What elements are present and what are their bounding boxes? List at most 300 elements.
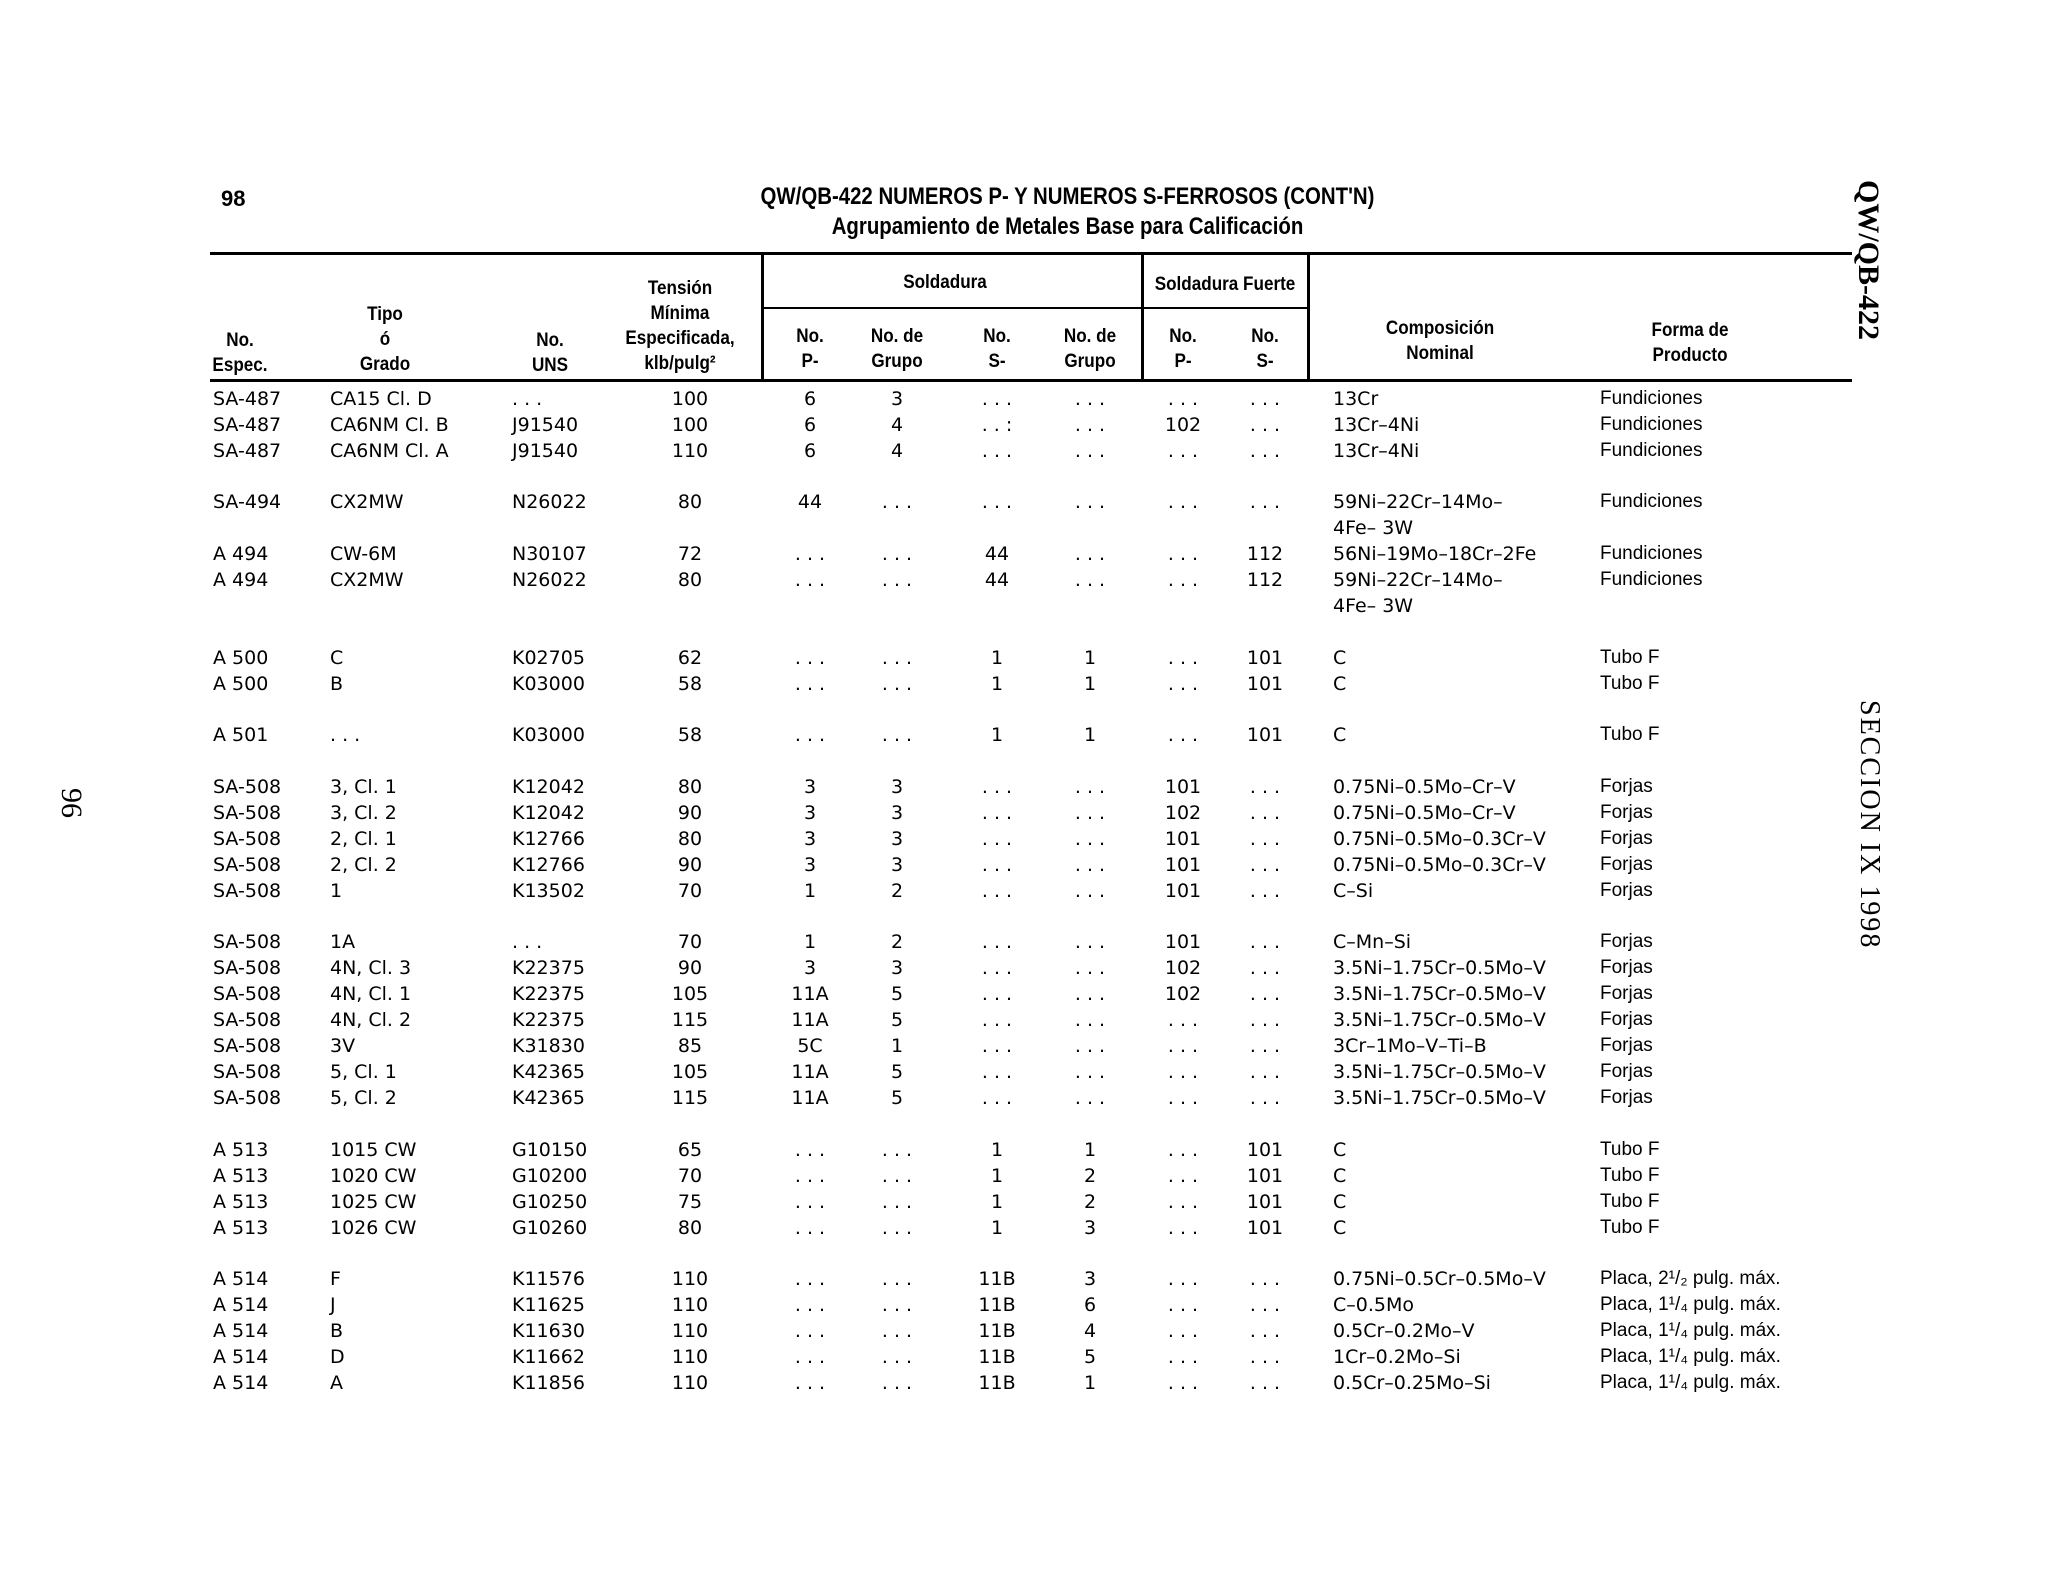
cell-spec: SA-487 [213, 388, 282, 410]
cell-uns: K12766 [512, 854, 585, 876]
cell-pn: 3 [803, 776, 817, 798]
header-soldadura: Soldadura [903, 272, 987, 293]
cell-sg: . . . [1074, 983, 1106, 1005]
cell-sg: 1 [1083, 647, 1097, 669]
cell-form: Forjas [1600, 828, 1653, 849]
cell-comp: 3.5Ni–1.75Cr–0.5Mo–V [1333, 957, 1546, 979]
cell-bs: . . . [1249, 1035, 1281, 1057]
cell-gp: . . . [881, 569, 913, 591]
cell-bp: 102 [1164, 983, 1202, 1005]
cell-pn: . . . [794, 724, 826, 746]
table-row [0, 957, 2048, 983]
cell-bs: . . . [1249, 1294, 1281, 1316]
cell-comp: 59Ni–22Cr–14Mo– [1333, 491, 1503, 513]
cell-spec: A 501 [213, 724, 269, 746]
cell-sg: 3 [1083, 1268, 1097, 1290]
cell-sg: . . . [1074, 828, 1106, 850]
cell-ten: 80 [677, 828, 703, 850]
cell-sn: 1 [990, 1165, 1004, 1187]
cell-tipo: C [330, 647, 344, 669]
header-divider [1141, 253, 1144, 381]
cell-sg: . . . [1074, 854, 1106, 876]
cell-ten: 115 [671, 1009, 709, 1031]
cell-tipo: CA6NM Cl. A [330, 440, 449, 462]
cell-form: Forjas [1600, 1009, 1653, 1030]
cell-comp: 13Cr–4Ni [1333, 440, 1420, 462]
cell-form: Forjas [1600, 880, 1653, 901]
cell-uns: K11856 [512, 1372, 585, 1394]
cell-uns: K31830 [512, 1035, 585, 1057]
cell-tipo: 4N, Cl. 1 [330, 983, 412, 1005]
cell-bs: . . . [1249, 880, 1281, 902]
cell-bp: . . . [1167, 1139, 1199, 1161]
cell-sg: . . . [1074, 776, 1106, 798]
table-row [0, 595, 2048, 621]
cell-sn: . . . [981, 983, 1013, 1005]
cell-sn: 11B [978, 1320, 1016, 1342]
cell-form: Placa, 2¹/₂ pulg. máx. [1600, 1268, 1781, 1289]
cell-spec: SA-494 [213, 491, 282, 513]
cell-ten: 80 [677, 491, 703, 513]
cell-comp: 0.5Cr–0.2Mo–V [1333, 1320, 1475, 1342]
cell-uns: N30107 [512, 543, 587, 565]
table-row [0, 802, 2048, 828]
table-row [0, 491, 2048, 517]
cell-bs: 101 [1246, 673, 1284, 695]
cell-tipo: CA15 Cl. D [330, 388, 432, 410]
cell-ten: 85 [677, 1035, 703, 1057]
cell-uns: K42365 [512, 1087, 585, 1109]
cell-comp: 4Fe– 3W [1333, 517, 1414, 539]
cell-sg: . . . [1074, 880, 1106, 902]
title-line-1: QW/QB-422 NUMEROS P- Y NUMEROS S-FERROSOS (CONT'N) [760, 183, 1375, 210]
cell-uns: G10250 [512, 1191, 588, 1213]
cell-pn: . . . [794, 1191, 826, 1213]
cell-form: Placa, 1¹/₄ pulg. máx. [1600, 1372, 1781, 1393]
cell-bp: . . . [1167, 1217, 1199, 1239]
cell-gp: 1 [890, 1035, 904, 1057]
cell-sn: 1 [990, 724, 1004, 746]
cell-comp: 0.75Ni–0.5Mo–Cr–V [1333, 776, 1516, 798]
cell-tipo: CX2MW [330, 491, 404, 513]
cell-sg: 6 [1083, 1294, 1097, 1316]
table-row [0, 647, 2048, 673]
table-row [0, 569, 2048, 595]
cell-bs: 101 [1246, 1139, 1284, 1161]
cell-ten: 70 [677, 931, 703, 953]
cell-comp: 3.5Ni–1.75Cr–0.5Mo–V [1333, 983, 1546, 1005]
cell-pn: 5C [797, 1035, 823, 1057]
cell-sn: 11B [978, 1346, 1016, 1368]
cell-spec: A 500 [213, 673, 269, 695]
cell-comp: C [1333, 673, 1347, 695]
cell-sn: 44 [984, 543, 1010, 565]
cell-bs: . . . [1249, 440, 1281, 462]
cell-spec: A 494 [213, 569, 269, 591]
cell-sg: . . . [1074, 440, 1106, 462]
cell-spec: SA-508 [213, 802, 282, 824]
cell-pn: . . . [794, 1346, 826, 1368]
cell-form: Tubo F [1600, 647, 1660, 668]
cell-comp: C [1333, 1217, 1347, 1239]
cell-sn: . . . [981, 957, 1013, 979]
cell-uns: K12042 [512, 776, 585, 798]
cell-comp: 0.5Cr–0.25Mo–Si [1333, 1372, 1491, 1394]
cell-spec: SA-508 [213, 1061, 282, 1083]
cell-form: Tubo F [1600, 724, 1660, 745]
cell-ten: 70 [677, 1165, 703, 1187]
cell-spec: A 513 [213, 1165, 269, 1187]
cell-gp: . . . [881, 673, 913, 695]
cell-form: Tubo F [1600, 1165, 1660, 1186]
cell-spec: SA-508 [213, 931, 282, 953]
title-line-2: Agrupamiento de Metales Base para Calificación [831, 213, 1304, 240]
cell-sg: 3 [1083, 1217, 1097, 1239]
cell-gp: 3 [890, 957, 904, 979]
cell-sn: . . . [981, 1087, 1013, 1109]
cell-tipo: 4N, Cl. 2 [330, 1009, 412, 1031]
cell-gp: 5 [890, 1009, 904, 1031]
cell-uns: G10150 [512, 1139, 588, 1161]
table-row [0, 1035, 2048, 1061]
cell-bp: 102 [1164, 802, 1202, 824]
cell-form: Forjas [1600, 1061, 1653, 1082]
cell-gp: 5 [890, 1061, 904, 1083]
cell-sn: 1 [990, 1217, 1004, 1239]
cell-uns: K03000 [512, 673, 585, 695]
cell-tipo: B [330, 1320, 344, 1342]
cell-ten: 115 [671, 1087, 709, 1109]
cell-form: Forjas [1600, 957, 1653, 978]
header-tipo: Tipo ó Grado [359, 304, 411, 375]
cell-sn: . . . [981, 854, 1013, 876]
cell-sn: . . . [981, 802, 1013, 824]
cell-bs: . . . [1249, 1320, 1281, 1342]
cell-sn: . . . [981, 1035, 1013, 1057]
cell-comp: C [1333, 1165, 1347, 1187]
cell-sg: . . . [1074, 414, 1106, 436]
cell-comp: 3.5Ni–1.75Cr–0.5Mo–V [1333, 1009, 1546, 1031]
cell-uns: K12042 [512, 802, 585, 824]
header-s-group: No. de Grupo [1063, 326, 1117, 372]
cell-form: Placa, 1¹/₄ pulg. máx. [1600, 1320, 1781, 1341]
table-row [0, 1009, 2048, 1035]
cell-bp: . . . [1167, 569, 1199, 591]
table-row [0, 414, 2048, 440]
cell-tipo: 2, Cl. 1 [330, 828, 397, 850]
cell-comp: 0.75Ni–0.5Cr–0.5Mo–V [1333, 1268, 1546, 1290]
cell-bs: 112 [1246, 569, 1284, 591]
cell-bp: . . . [1167, 1061, 1199, 1083]
cell-sn: . . . [981, 931, 1013, 953]
cell-comp: 0.75Ni–0.5Mo–0.3Cr–V [1333, 854, 1546, 876]
cell-form: Fundiciones [1600, 491, 1703, 512]
cell-pn: 1 [803, 880, 817, 902]
cell-comp: 13Cr [1333, 388, 1379, 410]
cell-tipo: 1025 CW [330, 1191, 417, 1213]
cell-spec: SA-508 [213, 854, 282, 876]
cell-tipo: 1015 CW [330, 1139, 417, 1161]
cell-sn: 11B [978, 1372, 1016, 1394]
cell-gp: . . . [881, 1139, 913, 1161]
table-row [0, 1165, 2048, 1191]
header-forma: Forma de Producto [1651, 320, 1729, 366]
cell-comp: 0.75Ni–0.5Mo–Cr–V [1333, 802, 1516, 824]
cell-gp: . . . [881, 724, 913, 746]
cell-spec: SA-508 [213, 1009, 282, 1031]
cell-uns: N26022 [512, 491, 587, 513]
cell-spec: SA-508 [213, 828, 282, 850]
cell-comp: 3.5Ni–1.75Cr–0.5Mo–V [1333, 1087, 1546, 1109]
cell-form: Tubo F [1600, 673, 1660, 694]
cell-comp: 3Cr–1Mo–V–Ti–B [1333, 1035, 1487, 1057]
cell-sg: . . . [1074, 1087, 1106, 1109]
cell-form: Fundiciones [1600, 569, 1703, 590]
header-p-group: No. de Grupo [870, 326, 924, 372]
table-row [0, 724, 2048, 750]
cell-sg: . . . [1074, 491, 1106, 513]
cell-pn: . . . [794, 1320, 826, 1342]
cell-tipo: F [330, 1268, 341, 1290]
cell-sn: . . . [981, 776, 1013, 798]
cell-gp: 5 [890, 1087, 904, 1109]
cell-tipo: . . . [330, 724, 361, 746]
cell-pn: . . . [794, 647, 826, 669]
cell-form: Tubo F [1600, 1217, 1660, 1238]
cell-sn: . . . [981, 828, 1013, 850]
cell-tipo: 1020 CW [330, 1165, 417, 1187]
cell-tipo: 4N, Cl. 3 [330, 957, 412, 979]
cell-sg: . . . [1074, 931, 1106, 953]
cell-bp: 101 [1164, 931, 1202, 953]
cell-ten: 100 [671, 388, 709, 410]
cell-tipo: 3, Cl. 1 [330, 776, 397, 798]
cell-gp: . . . [881, 1165, 913, 1187]
cell-uns: K11662 [512, 1346, 585, 1368]
cell-uns: K22375 [512, 983, 585, 1005]
cell-uns: K11630 [512, 1320, 585, 1342]
cell-uns: K02705 [512, 647, 585, 669]
cell-spec: A 513 [213, 1191, 269, 1213]
cell-bp: . . . [1167, 1087, 1199, 1109]
cell-uns: K42365 [512, 1061, 585, 1083]
cell-form: Forjas [1600, 983, 1653, 1004]
cell-tipo: B [330, 673, 344, 695]
cell-sn: . . . [981, 1061, 1013, 1083]
cell-comp: 4Fe– 3W [1333, 595, 1414, 617]
cell-pn: . . . [794, 1294, 826, 1316]
cell-bs: . . . [1249, 776, 1281, 798]
cell-uns: K03000 [512, 724, 585, 746]
cell-pn: 6 [803, 388, 817, 410]
cell-comp: C [1333, 1191, 1347, 1213]
cell-bs: . . . [1249, 802, 1281, 824]
cell-gp: . . . [881, 647, 913, 669]
cell-bs: 101 [1246, 1217, 1284, 1239]
cell-spec: A 514 [213, 1294, 269, 1316]
cell-bs: . . . [1249, 1009, 1281, 1031]
cell-ten: 80 [677, 569, 703, 591]
cell-bs: . . . [1249, 1268, 1281, 1290]
cell-uns: K12766 [512, 828, 585, 850]
cell-ten: 105 [671, 983, 709, 1005]
cell-gp: 4 [890, 414, 904, 436]
cell-sn: . . . [981, 1009, 1013, 1031]
cell-bs: . . . [1249, 957, 1281, 979]
cell-sn: . . . [981, 440, 1013, 462]
cell-bp: 101 [1164, 880, 1202, 902]
table-row [0, 1139, 2048, 1165]
cell-sn: 44 [984, 569, 1010, 591]
cell-tipo: D [330, 1346, 345, 1368]
cell-pn: 11A [791, 1087, 829, 1109]
cell-spec: A 514 [213, 1346, 269, 1368]
cell-spec: A 514 [213, 1268, 269, 1290]
header-tension: Tensión Mínima Especificada, klb/pulg² [625, 278, 735, 374]
header-divider [1307, 253, 1310, 381]
cell-pn: . . . [794, 569, 826, 591]
table-row [0, 1217, 2048, 1243]
cell-bs: 101 [1246, 1191, 1284, 1213]
side-section-title: SECCION IX 1998 [1854, 700, 1885, 950]
cell-ten: 110 [671, 1294, 709, 1316]
cell-spec: A 514 [213, 1372, 269, 1394]
cell-bp: 102 [1164, 957, 1202, 979]
cell-gp: . . . [881, 1346, 913, 1368]
cell-tipo: CA6NM Cl. B [330, 414, 449, 436]
cell-gp: . . . [881, 543, 913, 565]
cell-bs: . . . [1249, 1346, 1281, 1368]
cell-gp: 3 [890, 802, 904, 824]
cell-ten: 100 [671, 414, 709, 436]
cell-spec: A 513 [213, 1217, 269, 1239]
cell-spec: SA-487 [213, 414, 282, 436]
cell-sg: 1 [1083, 724, 1097, 746]
table-row [0, 1372, 2048, 1398]
header-soldadura-fuerte: Soldadura Fuerte [1154, 274, 1296, 295]
cell-sg: . . . [1074, 1009, 1106, 1031]
table-row [0, 776, 2048, 802]
cell-bs: 101 [1246, 647, 1284, 669]
cell-spec: A 513 [213, 1139, 269, 1161]
cell-sg: . . . [1074, 802, 1106, 824]
table-row [0, 1268, 2048, 1294]
cell-bp: . . . [1167, 1320, 1199, 1342]
cell-sg: 1 [1083, 1139, 1097, 1161]
cell-bp: . . . [1167, 1009, 1199, 1031]
cell-bs: . . . [1249, 491, 1281, 513]
cell-sn: 1 [990, 1191, 1004, 1213]
cell-ten: 110 [671, 1372, 709, 1394]
cell-bp: . . . [1167, 673, 1199, 695]
cell-uns: K11576 [512, 1268, 585, 1290]
header-brazing-p: No. P- [1169, 326, 1197, 372]
cell-comp: 1Cr–0.2Mo–Si [1333, 1346, 1461, 1368]
cell-bs: . . . [1249, 388, 1281, 410]
cell-gp: 3 [890, 854, 904, 876]
cell-uns: G10260 [512, 1217, 588, 1239]
cell-tipo: 2, Cl. 2 [330, 854, 397, 876]
cell-bp: . . . [1167, 1294, 1199, 1316]
cell-bs: . . . [1249, 931, 1281, 953]
cell-pn: 3 [803, 854, 817, 876]
table-row [0, 1087, 2048, 1113]
cell-ten: 72 [677, 543, 703, 565]
cell-ten: 80 [677, 1217, 703, 1239]
table-row [0, 880, 2048, 906]
cell-pn: . . . [794, 543, 826, 565]
cell-ten: 65 [677, 1139, 703, 1161]
table-row [0, 543, 2048, 569]
header-p-number: No. P- [796, 326, 824, 372]
cell-uns: J91540 [512, 440, 579, 462]
cell-bs: . . . [1249, 828, 1281, 850]
cell-gp: 3 [890, 776, 904, 798]
cell-comp: C [1333, 724, 1347, 746]
cell-sg: . . . [1074, 388, 1106, 410]
cell-pn: . . . [794, 1139, 826, 1161]
cell-ten: 70 [677, 880, 703, 902]
cell-sg: . . . [1074, 543, 1106, 565]
cell-sn: . . . [981, 491, 1013, 513]
cell-tipo: 5, Cl. 1 [330, 1061, 397, 1083]
cell-spec: A 494 [213, 543, 269, 565]
cell-comp: C–0.5Mo [1333, 1294, 1415, 1316]
cell-bs: . . . [1249, 1372, 1281, 1394]
cell-sg: . . . [1074, 1061, 1106, 1083]
cell-bp: . . . [1167, 1372, 1199, 1394]
cell-tipo: CW-6M [330, 543, 397, 565]
cell-ten: 110 [671, 1268, 709, 1290]
cell-ten: 80 [677, 776, 703, 798]
cell-uns: K13502 [512, 880, 585, 902]
cell-gp: 2 [890, 880, 904, 902]
cell-bp: . . . [1167, 1268, 1199, 1290]
cell-bp: 101 [1164, 854, 1202, 876]
cell-gp: 5 [890, 983, 904, 1005]
cell-pn: 3 [803, 957, 817, 979]
cell-gp: 3 [890, 388, 904, 410]
cell-tipo: 3V [330, 1035, 356, 1057]
cell-sg: 2 [1083, 1191, 1097, 1213]
cell-tipo: 1 [330, 880, 343, 902]
cell-form: Placa, 1¹/₄ pulg. máx. [1600, 1346, 1781, 1367]
cell-bp: . . . [1167, 1346, 1199, 1368]
cell-bp: . . . [1167, 1165, 1199, 1187]
cell-form: Tubo F [1600, 1139, 1660, 1160]
cell-ten: 110 [671, 440, 709, 462]
cell-comp: 13Cr–4Ni [1333, 414, 1420, 436]
cell-ten: 75 [677, 1191, 703, 1213]
table-row [0, 1061, 2048, 1087]
cell-bs: 101 [1246, 1165, 1284, 1187]
cell-pn: . . . [794, 1165, 826, 1187]
cell-pn: 6 [803, 440, 817, 462]
table-row [0, 1346, 2048, 1372]
cell-uns: K22375 [512, 957, 585, 979]
cell-uns: K11625 [512, 1294, 585, 1316]
cell-tipo: CX2MW [330, 569, 404, 591]
cell-gp: . . . [881, 1217, 913, 1239]
cell-gp: 2 [890, 931, 904, 953]
cell-form: Forjas [1600, 1087, 1653, 1108]
cell-bp: 101 [1164, 776, 1202, 798]
cell-uns: G10200 [512, 1165, 588, 1187]
cell-sn: 1 [990, 1139, 1004, 1161]
cell-sn: 11B [978, 1294, 1016, 1316]
cell-spec: SA-508 [213, 1087, 282, 1109]
header-uns: No. UNS [531, 330, 569, 376]
